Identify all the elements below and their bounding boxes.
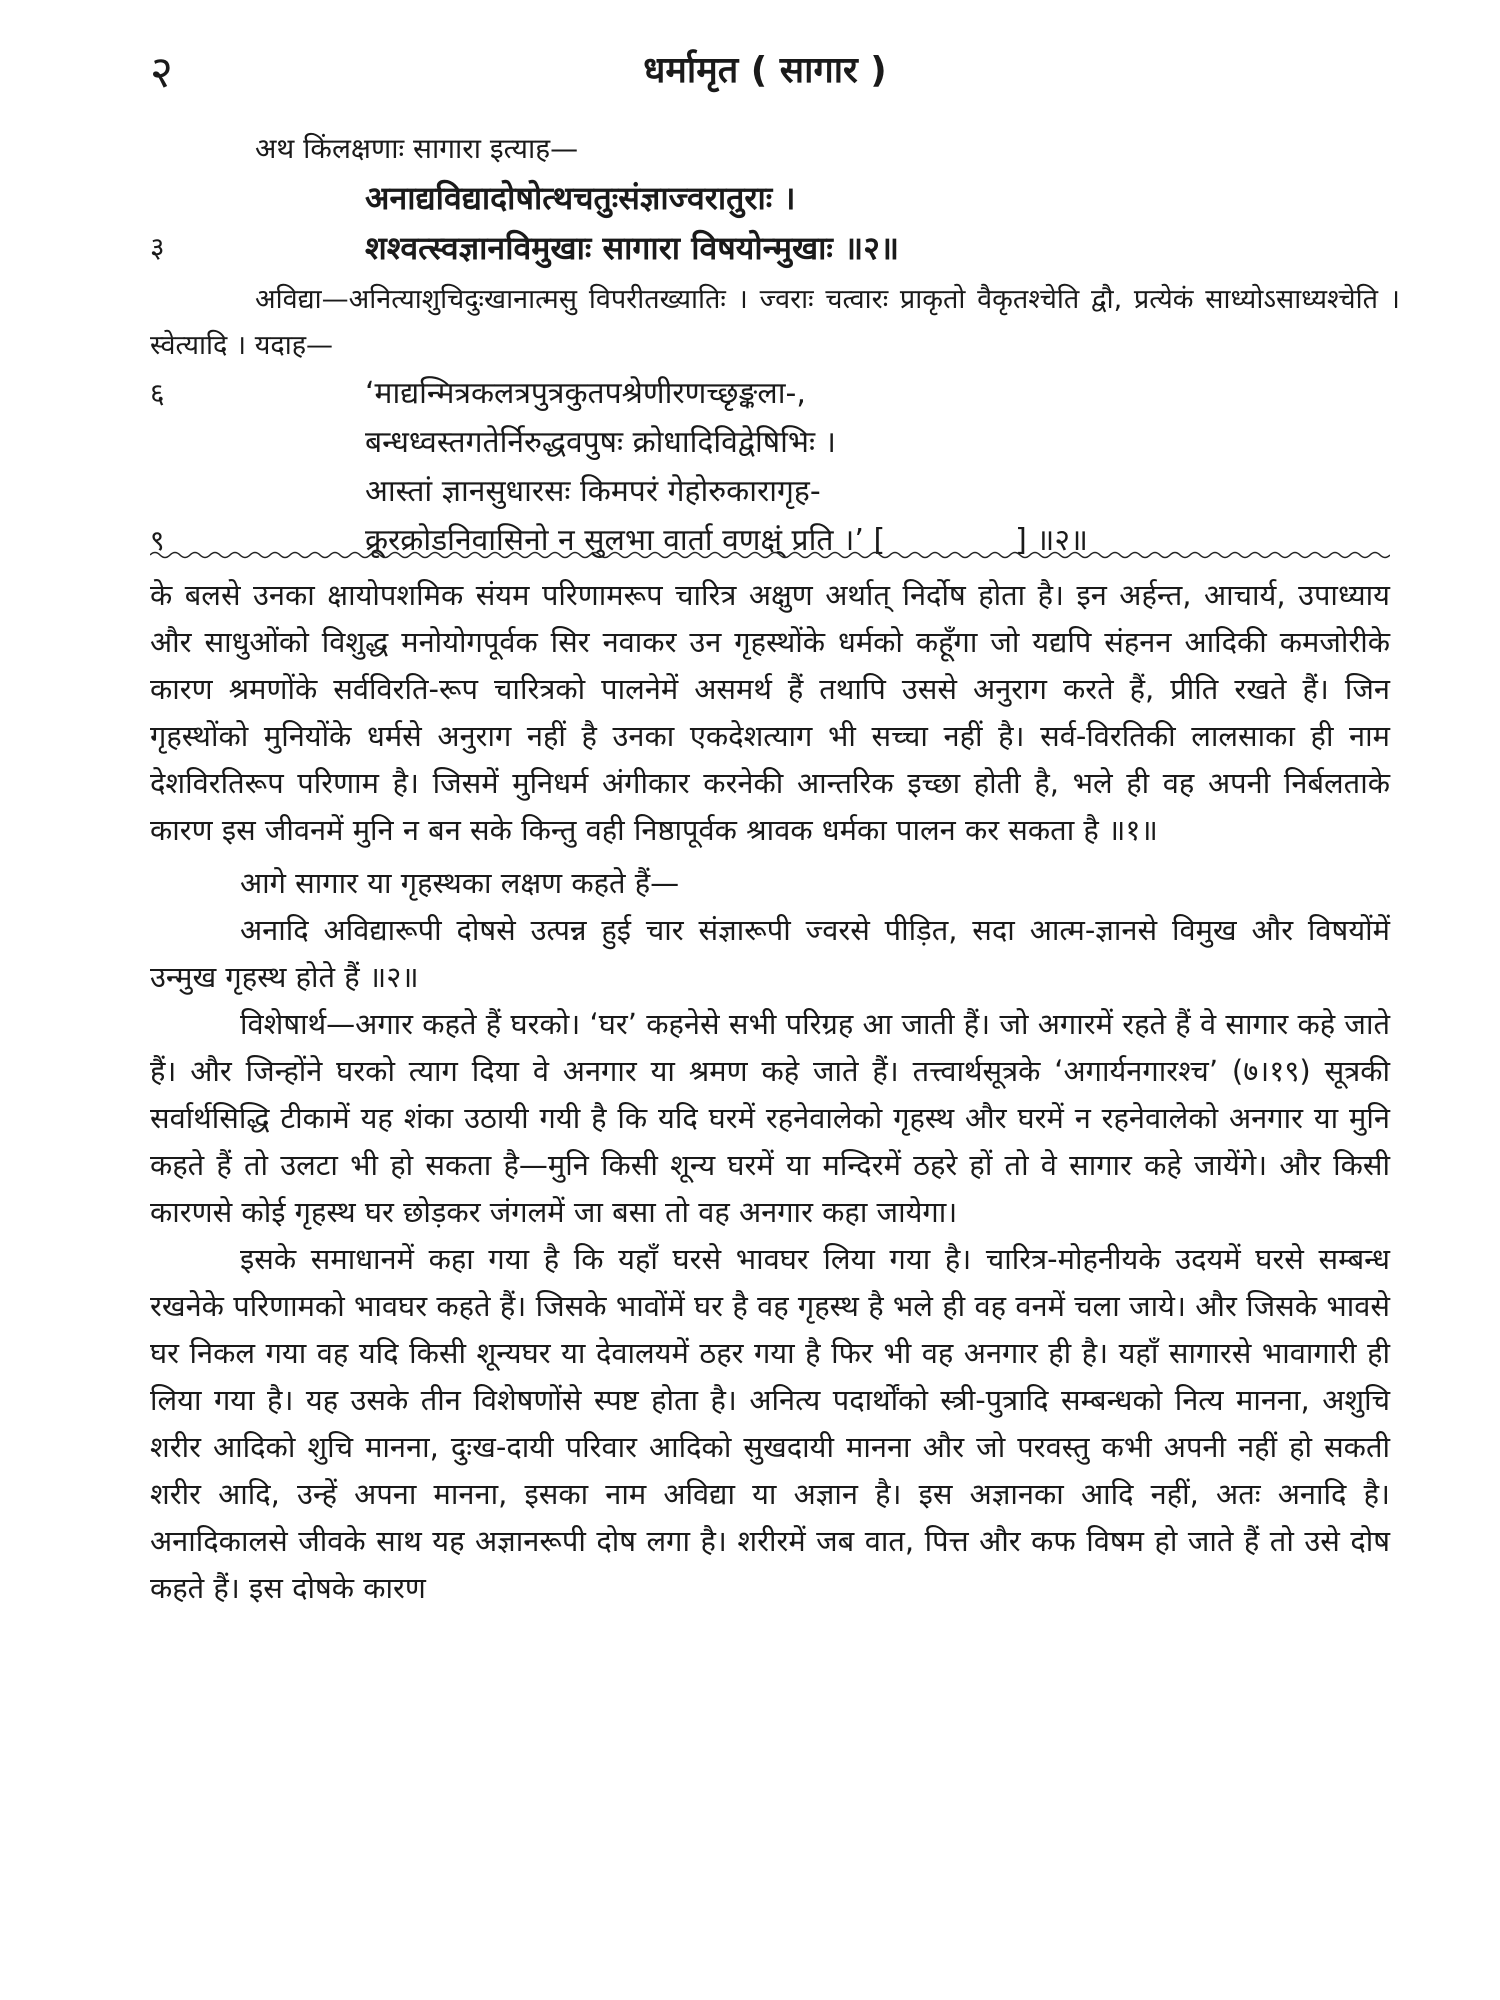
sanskrit-section bbox=[150, 125, 1400, 565]
running-title: धर्मामृत ( सागार ) bbox=[643, 50, 887, 91]
quote-line bbox=[365, 467, 1400, 516]
sanskrit-commentary: अविद्या—अनित्याशुचिदुःखानात्मसु विपरीतख्यातिः । ज्वराः चत्वारः प्राकृतो वैकृतश्चेति द्वौ, प्रत्येकं साध्योऽसाध्यश्चेति । स्वेत्यादि । यदाह— bbox=[150, 284, 1400, 361]
quote-line bbox=[365, 418, 1400, 467]
paragraph: आगे सागार या गृहस्थका लक्षण कहते हैं— bbox=[240, 866, 680, 900]
page-header bbox=[150, 40, 1380, 100]
quote-text: बन्धध्वस्तगतेर्निरुद्धवपुषः क्रोधादिविद्वेषिभिः । bbox=[365, 425, 836, 460]
quote-text: क्रूरक्रोडनिवासिनो न सुलभा वार्ता वणक्ष्ं प्रति ।’ [ bbox=[365, 523, 886, 558]
verse-line bbox=[365, 173, 1400, 223]
verse-intro: अथ किंलक्षणाः सागारा इत्याह— bbox=[255, 132, 579, 165]
page-number: २ bbox=[150, 47, 173, 98]
paragraph: के बलसे उनका क्षायोपशमिक संयम परिणामरूप चारित्र अक्षुण अर्थात् निर्दोष होता है। इन अर्हन्त, आचार्य, उपाध्याय और साधुओंको विशुद्ध मनोयोगपूर्वक सिर नवाकर उन गृहस्थोंके धर्मको कहूँगा जो यद्यपि संहनन आदिकी कमजोरीके कारण श्रमणोंके सर्वविरति-रूप चारित्रको पालनेमें असमर्थ हैं तथापि उससे अनुराग करते हैं, प्रीति रखते हैं। जिन गृहस्थोंको मुनियोंके धर्मसे अनुराग नहीं है उनका एकदेशत्याग भी सच्चा नहीं है। सर्व-विरतिकी लालसाका ही नाम देशविरतिरूप परिणाम है। जिसमें मुनिधर्म अंगीकार करनेकी आन्तरिक इच्छा होती है, भले ही वह अपनी निर्बलताके कारण इस जीवनमें मुनि न बन सके किन्तु वही निष्ठापूर्वक श्रावक धर्मका पालन कर सकता है ॥१॥ bbox=[150, 578, 1390, 847]
quote-text: ‘माद्यन्मित्रकलत्रपुत्रकुतपश्रेणीरणच्छृङ्कला-, bbox=[365, 376, 806, 411]
quote-reference-end: ] ॥२॥ bbox=[1015, 523, 1088, 558]
paragraph: अनादि अविद्यारूपी दोषसे उत्पन्न हुई चार संज्ञारूपी ज्वरसे पीड़ित, सदा आत्म-ज्ञानसे विमुख और विषयोंमें उन्मुख गृहस्थ होते हैं ॥२॥ bbox=[150, 913, 1390, 994]
line-number: ३ bbox=[150, 231, 165, 264]
quote-text: आस्तां ज्ञानसुधारसः किमपरं गेहोरुकारागृह- bbox=[365, 474, 821, 509]
verse-text: अनाद्यविद्यादोषोत्थचतुःसंज्ञाज्वरातुराः । bbox=[365, 179, 796, 217]
quote-line bbox=[150, 369, 1400, 418]
verse-line bbox=[150, 223, 1400, 273]
line-number: ६ bbox=[150, 377, 165, 410]
wavy-divider bbox=[150, 550, 1390, 560]
paragraph: विशेषार्थ—अगार कहते हैं घरको। ‘घर’ कहनेसे सभी परिग्रह आ जाती हैं। जो अगारमें रहते हैं वे सागार कहे जाते हैं। और जिन्होंने घरको त्याग दिया वे अनगार या श्रमण कहे जाते हैं। तत्त्वार्थसूत्रके ‘अगार्यनगारश्च’ (७।१९) सूत्रकी सर्वार्थसिद्धि टीकामें यह शंका उठायी गयी है कि यदि घरमें रहनेवालेको गृहस्थ और घरमें न रहनेवालेको अनगार या मुनि कहते हैं तो उलटा भी हो सकता है—मुनि किसी शून्य घरमें या मन्दिरमें ठहरे हों तो वे सागार कहे जायेंगे। और किसी कारणसे कोई गृहस्थ घर छोड़कर जंगलमें जा बसा तो वह अनगार कहा जायेगा। bbox=[150, 1007, 1390, 1229]
hindi-translation bbox=[150, 572, 1390, 1612]
verse-text: शश्वत्स्वज्ञानविमुखाः सागारा विषयोन्मुखाः ॥२॥ bbox=[365, 229, 899, 267]
line-number: ९ bbox=[150, 524, 165, 557]
paragraph: इसके समाधानमें कहा गया है कि यहाँ घरसे भावघर लिया गया है। चारित्र-मोहनीयके उदयमें घरसे सम्बन्ध रखनेके परिणामको भावघर कहते हैं। जिसके भावोंमें घर है वह गृहस्थ है भले ही वह वनमें चला जाये। और जिसके भावसे घर निकल गया वह यदि किसी शून्यघर या देवालयमें ठहर गया है फिर भी वह अनगार ही है। यहाँ सागारसे भावागारी ही लिया गया है। यह उसके तीन विशेषणोंसे स्पष्ट होता है। अनित्य पदार्थोंको स्त्री-पुत्रादि सम्बन्धको नित्य मानना, अशुचि शरीर आदिको शुचि मानना, दुःख-दायी परिवार आदिको सुखदायी मानना और जो परवस्तु कभी अपनी नहीं हो सकती शरीर आदि, उन्हें अपना मानना, इसका नाम अविद्या या अज्ञान है। इस अज्ञानका आदि नहीं, अतः अनादि है। अनादिकालसे जीवके साथ यह अज्ञानरूपी दोष लगा है। शरीरमें जब वात, पित्त और कफ विषम हो जाते हैं तो उसे दोष कहते हैं। इस दोषके कारण bbox=[150, 1242, 1390, 1605]
